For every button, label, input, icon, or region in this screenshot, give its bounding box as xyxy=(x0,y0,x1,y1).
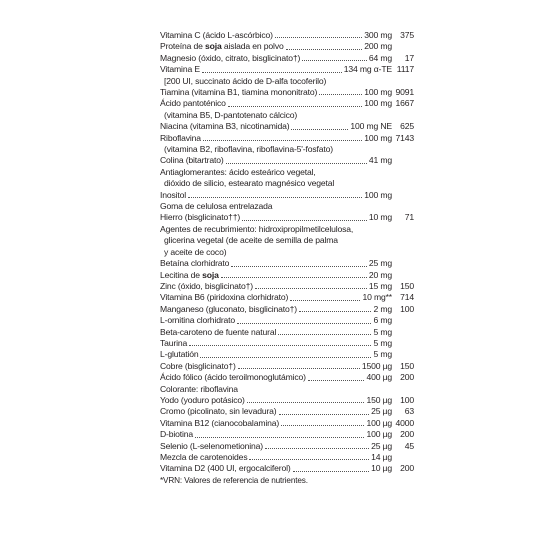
ingredient-name: Antiaglomerantes: ácido esteárico vegetal, xyxy=(160,166,316,177)
ingredient-name: Colina (bitartrato) xyxy=(160,155,224,166)
vrn-percent: 100 xyxy=(400,394,414,405)
dot-leader xyxy=(265,448,369,449)
ingredient-amount: 100 µg xyxy=(366,429,392,440)
ingredient-name: Taurina xyxy=(160,337,188,348)
ingredient-amount: 400 µg xyxy=(366,372,392,383)
ingredient-name: Betaína clorhidrato xyxy=(160,258,230,269)
ingredient-row xyxy=(160,258,392,269)
ingredient-row xyxy=(160,417,414,429)
ingredient-amount: 150 µg xyxy=(366,394,392,405)
ingredient-row xyxy=(160,87,414,98)
ingredient-name: Ácido pantoténico xyxy=(160,98,226,109)
dot-leader xyxy=(319,94,362,95)
ingredient-amount: 5 mg xyxy=(373,349,392,360)
ingredient-name: Yodo (yoduro potásico) xyxy=(160,394,245,405)
dot-leader xyxy=(238,368,360,369)
ingredient-row xyxy=(160,235,392,246)
ingredient-row xyxy=(160,190,392,201)
dot-leader xyxy=(231,266,367,267)
dot-leader xyxy=(228,106,362,107)
ingredient-row xyxy=(160,327,392,338)
ingredient-amount: 300 mg xyxy=(364,29,392,40)
dot-leader xyxy=(255,288,367,289)
ingredient-row xyxy=(160,349,392,360)
ingredient-name: Inositol xyxy=(160,189,187,200)
ingredient-name: Vitamina B12 (cianocobalamina) xyxy=(160,417,280,428)
vrn-percent: 1667 xyxy=(395,98,414,109)
nutrition-label-panel xyxy=(160,29,414,486)
ingredient-amount: 200 mg xyxy=(364,41,392,52)
ingredient-name: Beta-caroteno de fuente natural xyxy=(160,326,277,337)
ingredient-amount: 14 µg xyxy=(371,452,392,463)
ingredient-row xyxy=(160,144,392,155)
ingredient-name-part: aislada en polvo xyxy=(221,41,284,52)
allergen-highlight: soja xyxy=(202,269,219,280)
ingredient-name: Vitamina E xyxy=(160,64,200,75)
ingredient-amount: 10 mg xyxy=(368,212,392,223)
dot-leader xyxy=(202,72,342,73)
ingredient-row xyxy=(160,155,392,166)
ingredient-list xyxy=(160,29,414,475)
ingredient-amount: 25 µg xyxy=(371,440,392,451)
dot-leader xyxy=(275,37,362,38)
ingredient-amount: 10 µg xyxy=(371,463,392,474)
ingredient-row xyxy=(160,98,414,109)
allergen-highlight: soja xyxy=(205,41,222,52)
ingredient-amount: 134 mg α-TE xyxy=(343,64,392,75)
ingredient-amount: 10 mg** xyxy=(362,292,392,303)
ingredient-name: (vitamina B2, riboflavina, riboflavina-5'-fosfato) xyxy=(164,144,333,155)
vrn-percent: 200 xyxy=(400,463,414,474)
ingredient-row xyxy=(160,440,414,452)
ingredient-name: Vitamina C (ácido L-ascórbico) xyxy=(160,29,273,40)
ingredient-amount: 1500 µg xyxy=(361,360,392,371)
dot-leader xyxy=(237,323,371,324)
vrn-percent: 45 xyxy=(404,440,414,451)
ingredient-row xyxy=(160,315,392,326)
vrn-percent: 9091 xyxy=(395,87,414,98)
vrn-percent: 150 xyxy=(400,280,414,291)
vrn-percent: 375 xyxy=(400,29,414,40)
dot-leader xyxy=(308,380,365,381)
ingredient-row xyxy=(160,52,414,64)
ingredient-row xyxy=(160,384,392,395)
ingredient-amount: 25 µg xyxy=(371,406,392,417)
dot-leader xyxy=(247,402,365,403)
ingredient-row xyxy=(160,406,414,417)
vrn-percent: 4000 xyxy=(395,417,414,428)
dot-leader xyxy=(203,140,362,141)
ingredient-amount: 2 mg xyxy=(373,303,392,314)
ingredient-row xyxy=(160,452,392,463)
ingredient-row xyxy=(160,167,392,178)
dot-leader xyxy=(195,437,364,438)
ingredient-name: Niacina (vitamina B3, nicotinamida) xyxy=(160,121,290,132)
ingredient-name: dióxido de silicio, estearato magnésico vegetal xyxy=(164,178,335,189)
ingredient-name: y aceite de coco) xyxy=(164,246,227,257)
dot-leader xyxy=(226,163,367,164)
dot-leader xyxy=(249,459,369,460)
dot-leader xyxy=(302,60,367,61)
dot-leader xyxy=(286,49,363,50)
ingredient-row xyxy=(160,360,414,372)
ingredient-amount: 25 mg xyxy=(368,258,392,269)
ingredient-row xyxy=(160,212,414,224)
ingredient-amount: 5 mg xyxy=(373,337,392,348)
ingredient-row xyxy=(160,41,392,52)
ingredient-amount: 20 mg xyxy=(368,269,392,280)
ingredient-row xyxy=(160,110,392,121)
ingredient-row xyxy=(160,64,414,75)
ingredient-row xyxy=(160,132,414,144)
ingredient-name: glicerina vegetal (de aceite de semilla de palma xyxy=(164,235,338,246)
ingredient-row xyxy=(160,224,392,235)
ingredient-name: Zinc (óxido, bisglicinato†) xyxy=(160,280,253,291)
ingredient-name: Vitamina B6 (piridoxina clorhidrato) xyxy=(160,292,289,303)
ingredient-name: L-ornitina clorhidrato xyxy=(160,315,236,326)
ingredient-amount: 100 mg xyxy=(364,98,392,109)
ingredient-row xyxy=(160,29,414,41)
vrn-percent: 71 xyxy=(404,212,414,223)
ingredient-name-part: Proteína de xyxy=(160,41,206,52)
vrn-percent: 7143 xyxy=(395,132,414,143)
ingredient-name: [200 UI, succinato ácido de D-alfa tocoferilo) xyxy=(164,75,327,86)
ingredient-name: Manganeso (gluconato, bisglicinato†) xyxy=(160,303,297,314)
vrn-percent: 625 xyxy=(400,121,414,132)
ingredient-name: Cobre (bisglicinato†) xyxy=(160,360,236,371)
ingredient-name: Colorante: riboflavina xyxy=(160,383,238,394)
ingredient-amount: 5 mg xyxy=(373,326,392,337)
ingredient-name xyxy=(160,270,219,281)
dot-leader xyxy=(188,197,362,198)
footnote: *VRN: Valores de referencia de nutrientes. xyxy=(160,475,308,485)
ingredient-name: Tiamina (vitamina B1, tiamina mononitrato) xyxy=(160,87,318,98)
ingredient-name: Goma de celulosa entrelazada xyxy=(160,201,273,212)
vrn-percent: 100 xyxy=(400,303,414,314)
ingredient-name: Hierro (bisglicinato††) xyxy=(160,212,241,223)
ingredient-row xyxy=(160,463,414,474)
ingredient-row xyxy=(160,270,392,281)
vrn-percent: 1117 xyxy=(396,64,414,75)
ingredient-name: Riboflavina xyxy=(160,132,201,143)
ingredient-row xyxy=(160,429,414,440)
ingredient-row xyxy=(160,178,392,189)
ingredient-amount: 100 mg xyxy=(364,87,392,98)
ingredient-row xyxy=(160,121,414,132)
ingredient-amount: 15 mg xyxy=(368,280,392,291)
dot-leader xyxy=(281,425,364,426)
ingredient-name: D-biotina xyxy=(160,429,194,440)
dot-leader xyxy=(189,345,371,346)
ingredient-row xyxy=(160,247,392,258)
ingredient-name-part: Lecitina de xyxy=(160,269,203,280)
ingredient-amount: 64 mg xyxy=(368,52,392,63)
ingredient-name: Vitamina D2 (400 UI, ergocalciferol) xyxy=(160,463,291,474)
ingredient-row xyxy=(160,76,392,87)
vrn-percent: 17 xyxy=(404,52,414,63)
dot-leader xyxy=(279,414,370,415)
ingredient-amount: 100 µg xyxy=(366,417,392,428)
ingredient-name: Cromo (picolinato, sin levadura) xyxy=(160,406,277,417)
vrn-percent: 63 xyxy=(404,406,414,417)
ingredient-row xyxy=(160,201,392,212)
ingredient-row xyxy=(160,372,414,383)
ingredient-name: (vitamina B5, D-pantotenato cálcico) xyxy=(164,109,298,120)
dot-leader xyxy=(278,334,371,335)
dot-leader xyxy=(221,277,367,278)
ingredient-amount: 100 mg xyxy=(364,189,392,200)
vrn-percent: 200 xyxy=(400,429,414,440)
vrn-percent: 200 xyxy=(400,372,414,383)
ingredient-name xyxy=(160,41,284,52)
ingredient-amount: 6 mg xyxy=(373,315,392,326)
ingredient-name: L-glutatión xyxy=(160,349,199,360)
ingredient-name: Agentes de recubrimiento: hidroxipropilmetilcelulosa, xyxy=(160,223,354,234)
ingredient-row xyxy=(160,338,392,349)
dot-leader xyxy=(290,300,360,301)
dot-leader xyxy=(200,357,371,358)
ingredient-row xyxy=(160,394,414,406)
ingredient-amount: 100 mg xyxy=(364,132,392,143)
ingredient-row xyxy=(160,303,414,315)
vrn-percent: 714 xyxy=(400,292,414,303)
dot-leader xyxy=(299,311,372,312)
ingredient-amount: 41 mg xyxy=(368,155,392,166)
vrn-percent: 150 xyxy=(400,360,414,371)
ingredient-row xyxy=(160,280,414,292)
ingredient-name: Magnesio (óxido, citrato, bisglicinato†) xyxy=(160,52,301,63)
ingredient-name: Mezcla de carotenoides xyxy=(160,452,248,463)
ingredient-row xyxy=(160,292,414,303)
dot-leader xyxy=(291,129,348,130)
dot-leader xyxy=(242,220,367,221)
ingredient-name: Selenio (L-selenometionina) xyxy=(160,440,263,451)
ingredient-amount: 100 mg NE xyxy=(350,121,392,132)
ingredient-name: Ácido fólico (ácido teroilmonoglutámico) xyxy=(160,372,306,383)
dot-leader xyxy=(293,471,369,472)
